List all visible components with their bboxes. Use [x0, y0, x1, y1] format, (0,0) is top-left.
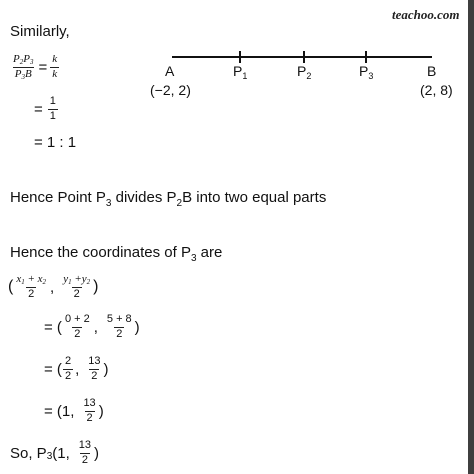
step-result: = (1, $\frac{13}{2}$ ) — [44, 397, 104, 424]
hence-coordinates-text: Hence the coordinates of $P_3$ are — [10, 244, 223, 264]
midpoint-formula: ( $\frac{x1 + x2}{2}$ , $\frac{y1 +y2}{2}$ ) — [8, 273, 99, 300]
ratio-step-2: = 1 : 1 — [34, 134, 77, 151]
final-answer: So, P 3 (1, $\frac{13}{2}$ ) — [10, 439, 100, 466]
similarly-text: Similarly, — [10, 23, 70, 40]
segment-diagram — [0, 0, 474, 120]
point-p3-label: $P_3$ — [359, 63, 374, 81]
step-simplified: = ( $\frac{2}{2}$ , $\frac{13}{2}$ ) — [44, 355, 109, 382]
ratio-lhs-fraction: $\frac{P2P3}{P3B}$ — [13, 53, 34, 81]
watermark: teachoo.com — [392, 7, 460, 22]
hence-divides-text: Hence Point $P_3$ divides $P_2B$ into two equal parts — [10, 189, 327, 209]
point-b-coord: (2, 8) — [420, 82, 453, 98]
formula-y-fraction: $\frac{y1 +y2}{2}$ — [63, 273, 91, 300]
formula-x-fraction: $\frac{x1 + x2}{2}$ — [16, 273, 47, 300]
point-a-label: A — [165, 63, 175, 79]
point-p1-label: $P_1$ — [233, 63, 248, 81]
point-p2-label: $P_2$ — [297, 63, 312, 81]
point-a-coord: (−2, 2) — [150, 82, 191, 98]
point-b-label: B — [427, 63, 437, 79]
step-substitution: = ( $\frac{0 + 2}{2}$ , $\frac{5 + 8}{2}$ ) — [44, 313, 140, 340]
ratio-step-1: = $\frac{1}{1}$ — [34, 95, 56, 122]
ratio-rhs-fraction: $\frac{k}{k}$ — [52, 53, 58, 80]
ratio-equation: $\frac{P2P3}{P3B}$ = $\frac{k}{k}$ — [13, 53, 58, 81]
